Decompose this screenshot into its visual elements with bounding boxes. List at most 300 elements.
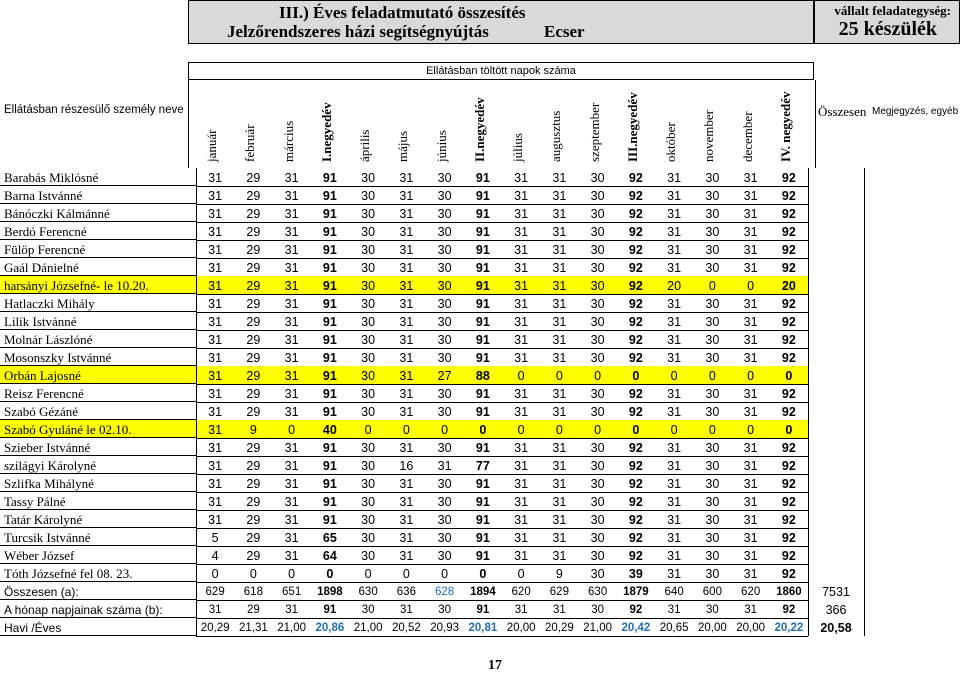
total-cell <box>808 258 864 276</box>
row-cells <box>196 474 808 493</box>
month-cell: 31 <box>743 207 758 221</box>
row-cells <box>196 204 808 223</box>
month-cell: 31 <box>284 387 299 401</box>
quarter-cell: 91 <box>322 279 337 293</box>
month-cell: 0 <box>402 423 410 437</box>
month-header <box>423 80 461 168</box>
month-cell: 29 <box>246 441 261 455</box>
month-cell: 30 <box>361 207 376 221</box>
month-cell: 31 <box>514 459 529 473</box>
month-cell: 0 <box>364 423 372 437</box>
month-cell: 30 <box>437 315 452 329</box>
quarter-cell: 92 <box>628 405 643 419</box>
month-cell: 31 <box>284 297 299 311</box>
month-cell: 31 <box>552 531 567 545</box>
month-cell: 31 <box>208 369 223 383</box>
quarter-cell: 0 <box>479 423 487 437</box>
quarter-cell: 92 <box>781 189 796 203</box>
person-name: Wéber József <box>0 546 196 564</box>
month-cell: 31 <box>667 567 682 581</box>
unit-label: vállalt feladategység: <box>834 3 951 18</box>
quarter-cell: 91 <box>322 441 337 455</box>
column-divider <box>808 168 809 636</box>
month-cell: 31 <box>667 207 682 221</box>
month-cell: 618 <box>243 586 263 598</box>
quarter-cell: 92 <box>781 333 796 347</box>
month-cell: 630 <box>588 586 608 598</box>
row-cells <box>196 438 808 457</box>
person-name: Lilik Istvánné <box>0 312 196 330</box>
month-cell: 0 <box>249 567 257 581</box>
quarter-cell: 91 <box>475 387 490 401</box>
total-cell <box>808 384 864 402</box>
month-cell: 30 <box>437 261 452 275</box>
service-name: Jelzőrendszeres házi segítségnyújtás <box>227 22 489 41</box>
quarter-cell: 92 <box>628 261 643 275</box>
month-cell: 31 <box>285 604 299 616</box>
quarter-cell: 92 <box>781 513 796 527</box>
month-cell: 30 <box>705 207 720 221</box>
month-cell: 30 <box>361 495 376 509</box>
quarter-cell: 92 <box>781 459 796 473</box>
quarter-cell: 92 <box>628 513 643 527</box>
month-cell: 30 <box>361 279 376 293</box>
person-name: Szabó Gyuláné le 02.10. <box>0 420 196 438</box>
month-cell: 31 <box>284 315 299 329</box>
person-name: Molnár Lászlóné <box>0 330 196 348</box>
month-header-label: július <box>510 133 525 162</box>
month-cell: 30 <box>590 387 605 401</box>
month-cell: 31 <box>514 495 529 509</box>
month-cell: 31 <box>743 261 758 275</box>
month-cell: 31 <box>399 441 414 455</box>
quarter-cell: 0 <box>479 567 487 581</box>
month-header-label: december <box>739 111 755 162</box>
month-cell: 29 <box>246 531 261 545</box>
month-cell: 30 <box>361 225 376 239</box>
month-cell: 20,29 <box>200 622 230 634</box>
month-header-label: április <box>357 129 372 162</box>
month-cell: 620 <box>511 586 531 598</box>
month-cell: 31 <box>399 297 414 311</box>
month-cell: 20,00 <box>736 622 766 634</box>
month-cell: 31 <box>208 279 223 293</box>
month-cell: 31 <box>552 441 567 455</box>
month-cell: 0 <box>555 423 563 437</box>
month-cell: 31 <box>667 261 682 275</box>
quarter-cell: 91 <box>322 243 337 257</box>
month-cell: 30 <box>437 279 452 293</box>
quarter-cell: 92 <box>781 297 796 311</box>
table-row <box>0 546 960 564</box>
table-row <box>0 330 960 348</box>
month-cell: 31 <box>552 171 567 185</box>
month-cell: 4 <box>211 549 219 563</box>
month-cell: 30 <box>590 477 605 491</box>
month-cell: 30 <box>705 351 720 365</box>
month-cell: 30 <box>590 459 605 473</box>
month-cell: 31 <box>743 441 758 455</box>
month-header-label: március <box>280 120 296 162</box>
quarter-cell: 92 <box>781 261 796 275</box>
month-cell: 31 <box>667 333 682 347</box>
column-divider <box>196 168 197 636</box>
month-cell: 31 <box>743 315 758 329</box>
month-cell: 31 <box>208 261 223 275</box>
month-header <box>461 80 499 168</box>
month-cell: 31 <box>514 513 529 527</box>
total-cell: 7531 <box>822 585 850 599</box>
month-cell: 31 <box>514 297 529 311</box>
month-header-label: február <box>242 124 258 162</box>
month-cell: 31 <box>208 477 223 491</box>
month-cell: 20,52 <box>391 622 421 634</box>
month-cell: 9 <box>249 423 257 437</box>
month-cell: 29 <box>246 261 261 275</box>
month-cell: 30 <box>437 225 452 239</box>
month-cell: 31 <box>208 405 223 419</box>
person-name: Tassy Pálné <box>0 492 196 510</box>
month-cell: 31 <box>743 513 758 527</box>
month-cell: 30 <box>361 387 376 401</box>
month-header <box>652 80 690 168</box>
month-header <box>499 80 537 168</box>
quarter-cell: 65 <box>322 531 337 545</box>
summary-row <box>0 618 960 636</box>
quarter-cell: 91 <box>322 297 337 311</box>
summary-label: A hónap napjainak száma (b): <box>0 600 196 618</box>
total-cell <box>808 564 864 582</box>
person-name: Bánóczki Kálmánné <box>0 204 196 222</box>
month-header-label: IV. negyedév <box>777 91 793 162</box>
month-cell: 21,00 <box>353 622 383 634</box>
month-cell: 0 <box>517 567 525 581</box>
person-name: Orbán Lajosné <box>0 366 196 384</box>
month-cell: 31 <box>514 351 529 365</box>
month-cell: 0 <box>594 423 602 437</box>
quarter-cell: 92 <box>781 531 796 545</box>
person-name: Turcsik Istvánné <box>0 528 196 546</box>
month-cell: 31 <box>208 243 223 257</box>
quarter-cell: 0 <box>632 369 640 383</box>
month-cell: 30 <box>705 459 720 473</box>
quarter-cell: 0 <box>326 567 334 581</box>
month-cell: 30 <box>590 207 605 221</box>
month-cell: 31 <box>208 441 223 455</box>
month-cell: 31 <box>399 549 414 563</box>
month-cell: 31 <box>208 459 223 473</box>
quarter-cell: 91 <box>475 243 490 257</box>
month-header <box>537 80 575 168</box>
row-cells <box>196 240 808 259</box>
month-cell: 21,00 <box>277 622 307 634</box>
month-cell: 30 <box>590 279 605 293</box>
month-header <box>576 80 614 168</box>
month-cell: 31 <box>667 441 682 455</box>
month-cell: 30 <box>437 207 452 221</box>
month-cell: 29 <box>246 459 261 473</box>
quarter-cell: 91 <box>475 261 490 275</box>
month-cell: 31 <box>208 495 223 509</box>
month-cell: 29 <box>246 207 261 221</box>
month-cell: 29 <box>246 279 261 293</box>
total-cell <box>808 510 864 528</box>
title-box <box>188 0 814 44</box>
month-cell: 31 <box>399 333 414 347</box>
month-cell: 31 <box>284 225 299 239</box>
month-header <box>308 80 346 168</box>
table-row <box>0 456 960 474</box>
month-headers <box>188 80 816 168</box>
month-cell: 30 <box>361 513 376 527</box>
month-cell: 31 <box>667 513 682 527</box>
month-cell: 629 <box>205 586 225 598</box>
quarter-cell: 40 <box>322 423 337 437</box>
month-cell: 20,29 <box>544 622 574 634</box>
person-name: Tatár Károlyné <box>0 510 196 528</box>
quarter-cell: 91 <box>475 495 490 509</box>
quarter-cell: 20,22 <box>774 622 804 634</box>
month-cell: 31 <box>514 207 529 221</box>
month-cell: 30 <box>705 387 720 401</box>
quarter-cell: 91 <box>475 225 490 239</box>
month-cell: 30 <box>590 333 605 347</box>
quarter-cell: 91 <box>475 531 490 545</box>
quarter-cell: 92 <box>781 243 796 257</box>
month-cell: 21,00 <box>583 622 613 634</box>
total-column-header: Összesen <box>818 104 867 119</box>
row-cells <box>196 384 808 403</box>
person-name: harsányi Józsefné- le 10.20. <box>0 276 196 294</box>
month-cell: 30 <box>361 315 376 329</box>
quarter-cell: 91 <box>322 351 337 365</box>
month-cell: 31 <box>208 207 223 221</box>
month-cell: 30 <box>590 351 605 365</box>
table-row <box>0 366 960 384</box>
month-cell: 31 <box>743 171 758 185</box>
month-cell: 31 <box>284 477 299 491</box>
person-name: Barabás Miklósné <box>0 168 196 186</box>
quarter-cell: 91 <box>322 189 337 203</box>
row-cells <box>196 456 808 475</box>
quarter-cell: 20,81 <box>468 622 498 634</box>
month-cell: 31 <box>399 351 414 365</box>
total-cell <box>808 402 864 420</box>
month-cell: 31 <box>284 333 299 347</box>
person-name: Szlifka Mihályné <box>0 474 196 492</box>
quarter-cell: 20 <box>781 279 796 293</box>
month-cell: 20 <box>667 279 682 293</box>
quarter-cell: 91 <box>322 513 337 527</box>
table-row <box>0 510 960 528</box>
month-cell: 31 <box>399 369 414 383</box>
row-cells <box>196 618 808 637</box>
row-cells <box>196 168 808 187</box>
quarter-cell: 91 <box>322 387 337 401</box>
total-cell <box>808 420 864 438</box>
month-cell: 30 <box>590 297 605 311</box>
month-cell: 30 <box>590 549 605 563</box>
month-cell: 31 <box>667 495 682 509</box>
month-cell: 0 <box>670 369 678 383</box>
month-cell: 30 <box>705 441 720 455</box>
month-cell: 30 <box>705 171 720 185</box>
month-cell: 30 <box>705 405 720 419</box>
quarter-cell: 92 <box>628 243 643 257</box>
month-cell: 31 <box>284 279 299 293</box>
month-header <box>193 80 231 168</box>
quarter-cell: 92 <box>628 189 643 203</box>
month-header-label: október <box>663 122 678 162</box>
quarter-cell: 0 <box>632 423 640 437</box>
quarter-cell: 91 <box>322 477 337 491</box>
month-cell: 31 <box>667 315 682 329</box>
quarter-cell: 92 <box>628 387 643 401</box>
row-cells <box>196 366 808 385</box>
month-cell: 31 <box>667 459 682 473</box>
total-cell <box>808 204 864 222</box>
row-cells <box>196 528 808 547</box>
quarter-cell: 0 <box>785 369 793 383</box>
month-cell: 30 <box>590 567 605 581</box>
row-cells <box>196 420 808 439</box>
month-cell: 30 <box>437 189 452 203</box>
month-cell: 0 <box>441 567 449 581</box>
report-title: III.) Éves feladatmutató összesítés <box>279 3 526 22</box>
quarter-cell: 91 <box>322 225 337 239</box>
month-cell: 31 <box>284 441 299 455</box>
month-cell: 31 <box>552 405 567 419</box>
month-cell: 0 <box>708 423 716 437</box>
quarter-cell: 91 <box>322 171 337 185</box>
month-cell: 31 <box>399 171 414 185</box>
table-row <box>0 492 960 510</box>
month-cell: 31 <box>284 243 299 257</box>
month-cell: 31 <box>208 387 223 401</box>
table-row <box>0 294 960 312</box>
unit-box <box>814 0 960 44</box>
month-cell: 31 <box>552 225 567 239</box>
month-cell: 0 <box>747 279 755 293</box>
month-cell: 29 <box>246 513 261 527</box>
month-cell: 30 <box>437 171 452 185</box>
month-cell: 20,93 <box>430 622 460 634</box>
table-row <box>0 564 960 582</box>
month-cell: 30 <box>590 315 605 329</box>
month-cell: 31 <box>514 387 529 401</box>
month-cell: 31 <box>667 297 682 311</box>
month-cell: 29 <box>246 604 260 616</box>
month-cell: 31 <box>399 531 414 545</box>
month-cell: 31 <box>284 405 299 419</box>
month-header-label: II.negyedév <box>471 97 487 162</box>
month-cell: 30 <box>437 333 452 347</box>
month-cell: 31 <box>399 387 414 401</box>
row-cells <box>196 258 808 277</box>
quarter-cell: 91 <box>475 441 490 455</box>
total-cell <box>808 528 864 546</box>
person-name: Reisz Ferencné <box>0 384 196 402</box>
month-cell: 30 <box>590 531 605 545</box>
month-cell: 31 <box>743 297 758 311</box>
month-header-label: augusztus <box>548 110 564 162</box>
month-cell: 31 <box>514 477 529 491</box>
month-cell: 0 <box>441 423 449 437</box>
quarter-cell: 92 <box>628 279 643 293</box>
month-cell: 30 <box>361 549 376 563</box>
month-cell: 30 <box>361 243 376 257</box>
quarter-cell: 92 <box>628 225 643 239</box>
month-cell: 31 <box>552 495 567 509</box>
month-cell: 30 <box>361 405 376 419</box>
month-cell: 31 <box>743 351 758 365</box>
month-cell: 31 <box>208 225 223 239</box>
month-cell: 30 <box>705 261 720 275</box>
month-cell: 0 <box>670 423 678 437</box>
month-cell: 0 <box>747 369 755 383</box>
month-cell: 31 <box>284 261 299 275</box>
month-cell: 31 <box>552 549 567 563</box>
month-header-label: június <box>433 130 449 162</box>
person-name: Gaál Dánielné <box>0 258 196 276</box>
quarter-cell: 92 <box>628 297 643 311</box>
month-cell: 31 <box>399 477 414 491</box>
quarter-cell: 20,42 <box>621 622 651 634</box>
month-cell: 31 <box>399 189 414 203</box>
month-cell: 31 <box>284 189 299 203</box>
total-cell <box>808 366 864 384</box>
month-cell: 31 <box>399 261 414 275</box>
month-cell: 31 <box>514 441 529 455</box>
month-cell: 30 <box>590 405 605 419</box>
total-cell <box>808 186 864 204</box>
month-cell: 29 <box>246 225 261 239</box>
month-cell: 31 <box>514 549 529 563</box>
month-cell: 0 <box>555 369 563 383</box>
quarter-cell: 1860 <box>776 586 802 598</box>
month-cell: 31 <box>208 604 222 616</box>
month-cell: 0 <box>364 567 372 581</box>
month-cell: 31 <box>743 495 758 509</box>
month-cell: 29 <box>246 351 261 365</box>
row-cells <box>196 312 808 331</box>
month-cell: 31 <box>552 207 567 221</box>
month-cell: 0 <box>288 567 296 581</box>
month-cell: 640 <box>664 586 684 598</box>
total-cell <box>808 294 864 312</box>
quarter-cell: 91 <box>323 604 337 616</box>
table-row <box>0 312 960 330</box>
quarter-cell: 92 <box>781 567 796 581</box>
month-cell: 600 <box>702 586 722 598</box>
notes-column-header: Megjegyzés, egyéb <box>872 106 959 117</box>
month-cell: 0 <box>288 423 296 437</box>
month-cell: 30 <box>361 604 375 616</box>
month-cell: 29 <box>246 315 261 329</box>
month-cell: 31 <box>399 279 414 293</box>
month-cell: 31 <box>514 333 529 347</box>
month-cell: 9 <box>555 567 563 581</box>
quarter-cell: 92 <box>628 495 643 509</box>
month-cell: 31 <box>743 333 758 347</box>
quarter-cell: 92 <box>781 225 796 239</box>
month-cell: 31 <box>743 567 758 581</box>
month-header-label: III.negyedév <box>624 92 640 162</box>
quarter-cell: 91 <box>475 405 490 419</box>
month-cell: 30 <box>591 604 605 616</box>
table-row <box>0 258 960 276</box>
row-cells <box>196 294 808 313</box>
